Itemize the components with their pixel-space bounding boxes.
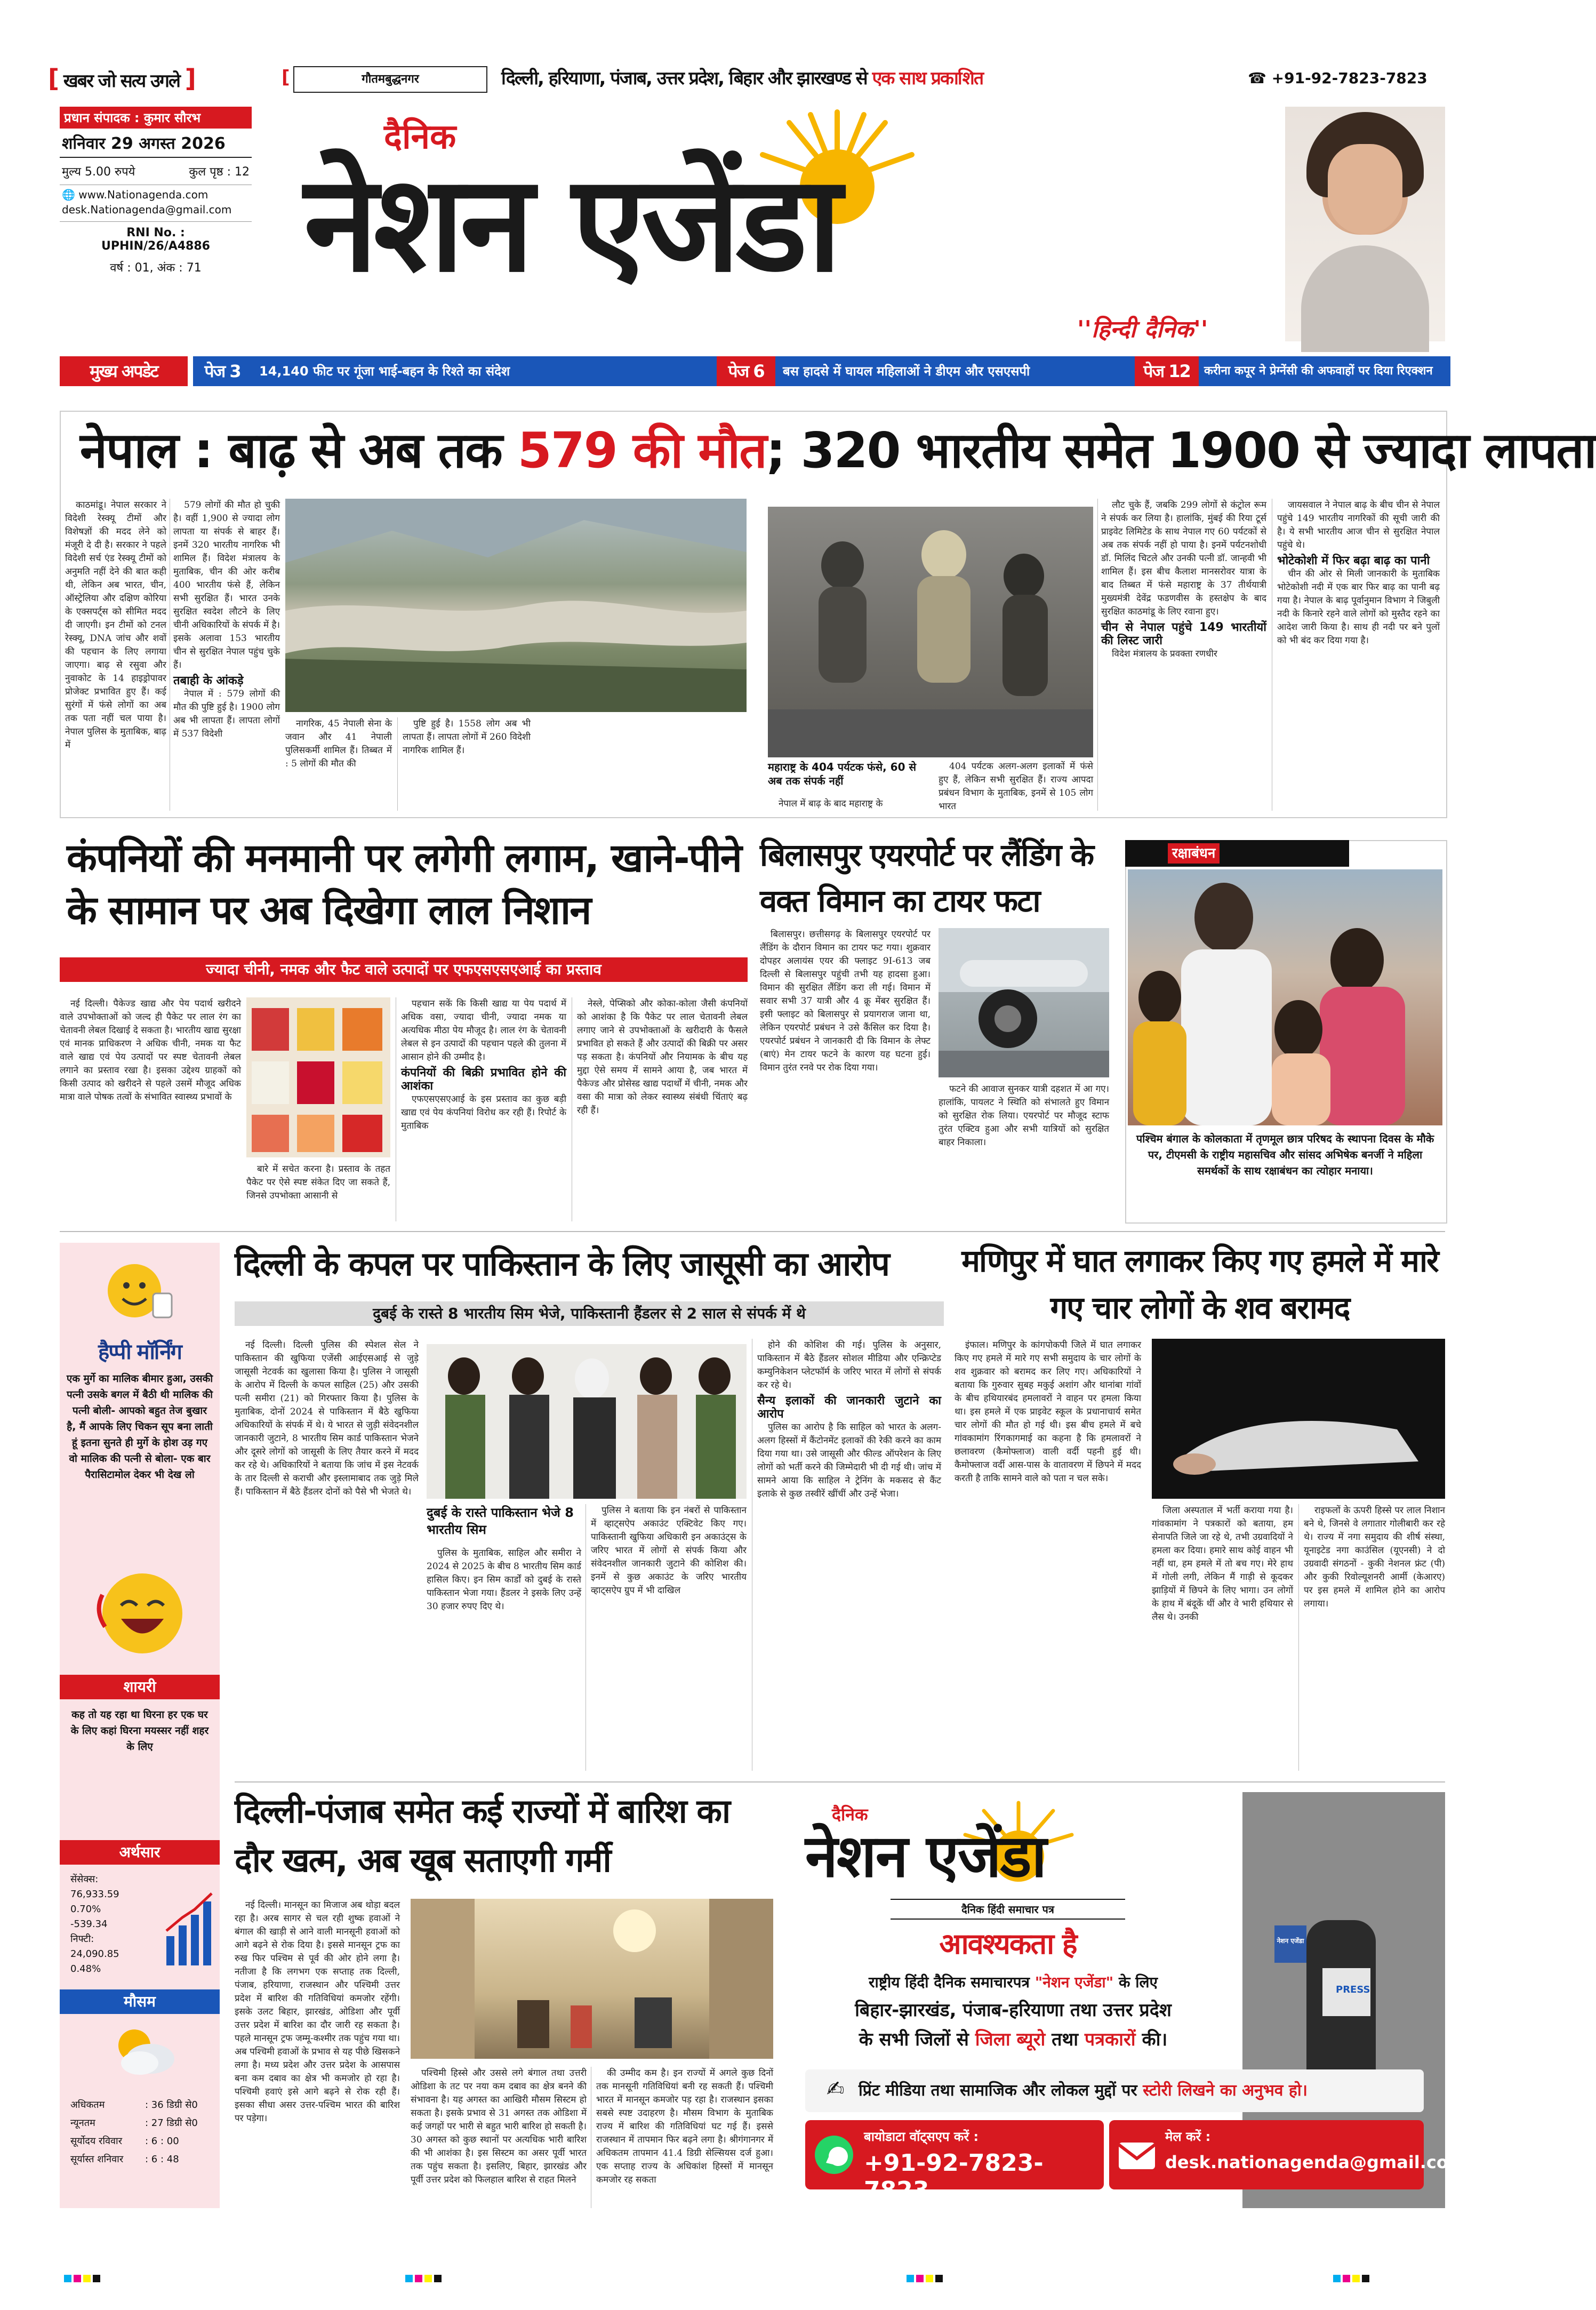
masthead-logo	[299, 101, 1290, 352]
lead-col-2: 579 लोगों की मौत हो चुकी है। वहीं 1,900 से ज्यादा लोग लापता या संपर्क से बाहर हैं। इनमें 320 भारतीय नागरिक भी शामिल हैं। विदेश मंत्रालय के मुताबिक, चीन की ओर करीब 400 भारतीय फंसे हैं, लेकिन सभी सुरक्षित हैं। भारत उनके सुरक्षित स्वदेश लौटने के लिए चीनी अधिकारियों के संपर्क में है। इसके अलावा 153 भारतीय चीन से सुरक्षित नेपाल पहुंच चुके हैं। तबाही के आंकड़े नेपाल में : 579 लोगों की मौत की पुष्टि हुई है। 1900 लोग अब भी लापता हैं। लापता लोगों में 537 विदेशी	[173, 500, 280, 739]
ad-experience-bar	[805, 2069, 1424, 2112]
smiley-coffee-icon	[102, 1253, 177, 1328]
spy-headline: दिल्ली के कपल पर पाकिस्तान के लिए जासूसी का आरोप	[235, 1244, 889, 1283]
ad-small-title: दैनिक	[832, 1804, 868, 1825]
fssai-strap: ज्यादा चीनी, नमक और फैट वाले उत्पादों पर एफएसएसएआई का प्रस्ताव	[60, 957, 748, 982]
rain-col-3: की उम्मीद कम है। इन राज्यों में अगले कुछ दिनों तक मानसूनी गतिविधियां बनी रह सकती हैं। पश्चिमी भारत में मानसून कमजोर पड़ रहा है। राजस्थान इसका सबसे स्पष्ट उदाहरण है। मौसम विभाग के मुताबिक राज्य में बारिश की गतिविधियां घट गई हैं। इससे राजस्थान में तापमान फिर बढ़ने लगा है। श्रीगंगानगर में अधिकतम तापमान 41.4 डिग्री सेल्सियस दर्ज हुआ। एक सप्ताह राज्य के अधिकांश हिस्सों में मानसून कमजोर रह सकता	[596, 2068, 773, 2185]
spy-col-4: होने की कोशिश की गई। पुलिस के अनुसार, पाकिस्तान में बैठे हैंडलर सोशल मीडिया और एन्क्रिप्टेड कम्युनिकेशन प्लेटफॉर्म के जरिए भारत में लोगों से संपर्क कर रहे थे। सैन्य इलाकों की जानकारी जुटाने का आरोप पुलिस का आरोप है कि साहिल को भारत के अलग-अलग हिस्सों में कैंटोनमेंट इलाकों की रेकी करने का काम दिया गया था। उसे जासूसी और फील्ड ऑपरेशन के लिए लोगों को भर्ती करने की जिम्मेदारी भी दी गई थी। जांच में सामने आया कि साहिल ने ट्रेनिंग के मकसद से कैंट इलाके से कुछ तस्वीरें खींचीं और उन्हें भेजा।	[757, 1340, 941, 1499]
editor: प्रधान संपादक : कुमार सौरभ	[60, 107, 252, 129]
volume: वर्ष : 01, अंक : 71	[110, 261, 202, 275]
newspaper-title: नेशन एजेंडा	[304, 146, 838, 301]
rain-headline: दिल्ली-पंजाब समेत कई राज्यों में बारिश का दौर खत्म, अब खूब सताएगी गर्मी	[235, 1792, 730, 1880]
price: मुल्य 5.00 रुपये	[62, 165, 135, 179]
arrested-couple-photo	[427, 1344, 747, 1499]
laughing-emoji-icon	[97, 1568, 188, 1659]
lead-subhead-1: तबाही के आंकड़े	[173, 674, 244, 688]
phone-number: +91-92-7823-7823	[1271, 69, 1427, 87]
grocery-shelf-photo	[246, 997, 390, 1157]
flood-photo	[285, 499, 747, 712]
lead-subhead-2: चीन से नेपाल पहुंचे 149 भारतीयों की लिस्ट जारी	[1101, 621, 1266, 648]
plane-tyre-photo	[939, 928, 1109, 1077]
ticker-item[interactable]: करीना कपूर ने प्रेग्नेंसी की अफवाहों पर दिया रिएक्शन	[1199, 356, 1450, 386]
ticker-label: मुख्य अपडेट	[60, 356, 188, 386]
ad-need: आवश्यकता है	[939, 1927, 1077, 1961]
email-address[interactable]: desk.nationagenda@gmail.com	[1165, 2152, 1466, 2172]
website: www.Nationagenda.com	[78, 188, 208, 201]
ticker-page[interactable]: पेज 6	[717, 356, 775, 386]
arthsar-title: अर्थसार	[60, 1840, 220, 1865]
lead-col-4: पुष्टि हुई है। 1558 लोग अब भी लापता हैं। लापता लोगों में 260 विदेशी नागरिक शामिल हैं।	[403, 718, 531, 756]
district: गौतमबुद्धनगर	[362, 73, 419, 86]
lead-col-6: लौट चुके हैं, जबकि 299 लोगों से कंट्रोल रूम ने संपर्क कर लिया है। हालांकि, मुंबई की रिया टूर्स प्राइवेट लिमिटेड के साथ नेपाल गए 60 पर्यटकों से अब तक संपर्क नहीं हो पाया है। इनमें पर्यटनशोधी डॉ. मिलिंद चिटले और उनकी पत्नी डॉ. जान्हवी भी शामिल हैं। इस बीच कैलाश मानसरोवर यात्रा के बाद तिब्बत में फंसे महाराष्ट्र के 37 तीर्थयात्री मुख्यमंत्री देवेंद्र फडणवीस के हस्तक्षेप के बाद सुरक्षित काठमांडू के लिए रवाना हुए। चीन से नेपाल पहुंचे 149 भारतीयों की लिस्ट जारी विदेश मंत्रालय के प्रवक्ता रणधीर	[1101, 500, 1266, 659]
lead-col-7: जायसवाल ने नेपाल बाढ़ के बीच चीन से नेपाल पहुंचे 149 भारतीय नागरिकों की सूची जारी की है। ये सभी भारतीय आज चीन से सुरक्षित नेपाल पहुंचे थे। भोटेकोशी में फिर बढ़ा बाढ़ का पानी चीन की ओर से मिली जानकारी के मुताबिक भोटेकोशी नदी में एक बार फिर बाढ़ का पानी बढ़ गया है। नेपाल के बाढ़ पूर्वानुमान विभाग ने जिबुली नदी के किनारे रहने वाले लोगों को मुस्तैद रहने का आदेश जारी किया है। साथ ही नदी पर बने पुलों को भी बंद कर दिया गया है।	[1277, 500, 1440, 646]
page-count: कुल पृष्ठ : 12	[189, 165, 250, 179]
press-label: PRESS	[1336, 1984, 1370, 1995]
ad-line-3: के सभी जिलों से जिला ब्यूरो तथा पत्रकारों की।	[859, 2029, 1168, 2050]
registration-mark	[405, 2275, 442, 2282]
registration-mark	[907, 2275, 943, 2282]
whatsapp-box[interactable]	[805, 2120, 1104, 2204]
lead-col-1: काठमांडू। नेपाल सरकार ने विदेशी रेस्क्यू टीमों और विशेषज्ञों की मदद लेने को मंजूरी दे दी है। सरकार ने पहले विदेशी सर्च एंड रेस्क्यू टीमों को अनुमति नहीं देने की बात कही थी, लेकिन अब भारत, चीन, ऑस्ट्रेलिया और दक्षिण कोरिया के एक्सपर्ट्स को सीमित मदद दी जाएगी। इन टीमों को टनल रेस्क्यू, DNA जांच और शवों की पहचान के लिए लगाया जाएगा। बाढ़ से रसुवा और नुवाकोट के 14 हाइड्रोपावर प्रोजेक्ट प्रभावित हुए हैं। कई सुरंगों में फंसे लोगों का अब तक पता नहीं चल पाया है। नेपाल पुलिस के मुताबिक, बाढ़ में	[65, 500, 166, 750]
fssai-subhead: कंपनियों की बिक्री प्रभावित होने की आशंका	[401, 1066, 566, 1093]
bilaspur-col-1: बिलासपुर। छत्तीसगढ़ के बिलासपुर एयरपोर्ट पर लैंडिंग के दौरान विमान का टायर फट गया। शुक्रवार दोपहर अलायंस एयर की फ्लाइट 9I-613 जब दिल्ली से बिलासपुर पहुंची तभी यह हादसा हुआ। विमान की सुरक्षित लैंडिंग करा ली गई। विमान में सवार सभी 37 यात्री और 4 क्रू मेंबर सुरक्षित हैं। इसी फ्लाइट को बिलासपुर से प्रयागराज जाना था, लेकिन एयरपोर्ट प्रबंधन ने उसे कैंसिल कर दिया है। एयरपोर्ट प्रबंधन ने जानकारी दी कि विमान के लेफ्ट (बाएं) मेन टायर फटने के कारण यह घटना हुई। विमान तुरंत रनवे पर रोक दिया गया।	[760, 929, 931, 1073]
rescue-photo-caption: महाराष्ट्र के 404 पर्यटक फंसे, 60 से अब तक संपर्क नहीं	[768, 761, 916, 787]
small-title: दैनिक	[384, 117, 456, 157]
gmail-icon	[1117, 2135, 1157, 2176]
bilaspur-headline: बिलासपुर एयरपोर्ट पर लैंडिंग के वक्त विमान का टायर फटा	[760, 837, 1094, 919]
ticker-page[interactable]: पेज 3	[193, 356, 252, 386]
rakhi-label: रक्षाबंधन	[1125, 840, 1349, 867]
manipur-col-1: इंफाल। मणिपुर के कांगपोकपी जिले में घात लगाकर किए गए हमले में मारे गए सभी समुदाय के चार लोगों के शव शुक्रवार को बरामद कर लिए गए। अधिकारियों ने बताया कि गुरुवार सुबह मकुई अशांग और थानांबा गांवों के बीच हथियारबंद हमलावरों ने वाहन पर हमला किया था। इस हमले में एक प्राइवेट स्कूल के प्रधानाचार्य समेत चार लोगों की मौत हो गई थी। इस बीच हमले में बचे गांवकामांग रिंगकागमाई का कहना है कि हमलावरों ने छलावरण (कैमोफ्लाज) वाली वर्दी पहनी हुई थी। कैमोफ्लाज वर्दी आस-पास के वातावरण में छिपने में मदद करती है ताकि सामने वाले को पता न चल सके।	[955, 1340, 1141, 1484]
ticker-item[interactable]: 14,140 फीट पर गूंजा भाई-बहन के रिश्ते का संदेश	[252, 356, 718, 386]
website-line	[60, 185, 252, 201]
happy-morning-title: हैप्पी मॉर्निंग	[98, 1340, 181, 1364]
bilaspur-photo-caption: फटने की आवाज सुनकर यात्री दहशत में आ गए। हालांकि, पायलट ने स्थिति को संभालते हुए विमान को सुरक्षित रोक लिया। एयरपोर्ट पर मौजूद स्टाफ तुरंत एक्टिव हुआ और सभी यात्रियों को सुरक्षित बाहर निकाला।	[939, 1084, 1109, 1148]
manipur-col-2: जिला अस्पताल में भर्ती कराया गया है। गांवकामांग ने पत्रकारों को बताया, हम सेनापति जिले जा रहे थे, तभी उग्रवादियों ने हमला कर दिया। हमारे साथ कोई वाहन भी नहीं था, हम हमले में तो बच गए। मेरे हाथ में गोली लगी, लेकिन मैं गाड़ी से कूदकर झाड़ियों में छिपने के लिए भागा। उन लोगों के हाथ में बंदूकें थीं और वे भारी हथियार से लैस थे। उनकी	[1152, 1505, 1293, 1622]
states-line	[501, 63, 1301, 94]
ad-line-1: राष्ट्रीय हिंदी दैनिक समाचारपत्र "नेशन एजेंडा" के लिए	[869, 1973, 1158, 1991]
writing-hand-icon: ✍	[827, 2077, 845, 2101]
manipur-col-3: राइफलों के ऊपरी हिस्से पर लाल निशान बने थे, जिनसे वे लगातार गोलीबारी कर रहे थे। राज्य में नगा समुदाय की शीर्ष संस्था, यूनाइटेड नगा काउंसिल (यूएनसी) ने दो उग्रवादी संगठनों - कुकी नेशनल फ्रंट (पी) और कुकी रिवोल्यूशनरी आर्मी (केआरए) पर इस हमले में शामिल होने का आरोप लगाया।	[1304, 1505, 1445, 1609]
fssai-col-4: नेस्ले, पेप्सिको और कोका-कोला जैसी कंपनियों को आशंका है कि पैकेट पर लाल चेतावनी लेबल लगाए जाने से उपभोक्ताओं के खरीदारी के फैसले प्रभावित हो सकते हैं और उत्पादों की बिक्री पर असर पड़ सकता है। कंपनियों और नियामक के बीच यह मुद्दा ऐसे समय में सामने आया है, जब भारत में पैकेज्ड और प्रोसेस्ड खाद्य पदार्थों में चीनी, नमक और वसा की मात्रा को लेकर स्वास्थ्य संबंधी चिंताएं बढ़ रही हैं।	[577, 998, 748, 1116]
spy-col-2: पुलिस के मुताबिक, साहिल और समीरा ने 2024 से 2025 के बीच 8 भारतीय सिम कार्ड हासिल किए। इन सिम कार्डों को दुबई के रास्ते पाकिस्तान भेजा गया। हैंडलर ने इसके लिए उन्हें 30 हजार रुपए दिए थे।	[427, 1548, 581, 1612]
shayari-text: कह तो यह रहा था घिरना हर एक घर के लिए कहां घिरना मयस्सर नहीं शहर के लिए	[70, 1709, 209, 1753]
ad-experience: प्रिंट मीडिया तथा सामाजिक और लोकल मुद्दों पर स्टोरी लिखने का अनुभव हो।	[859, 2081, 1308, 2100]
email-label: मेल करें :	[1165, 2129, 1211, 2144]
whatsapp-label: बायोडाटा वॉट्सएप करें :	[864, 2129, 979, 2144]
email: desk.Nationagenda@gmail.com	[60, 201, 252, 222]
fssai-photo-caption: बारे में सचेत करना है। प्रस्ताव के तहत पैकेट पर ऐसे स्पष्ट संकेत दिए जा सकते हैं, जिनसे उपभोक्ता आसानी से	[246, 1164, 390, 1201]
states-highlight: एक साथ प्रकाशित	[872, 68, 983, 89]
rni-label: RNI No. :	[126, 226, 185, 239]
rakhi-photo	[1128, 869, 1442, 1125]
email-box[interactable]	[1109, 2120, 1466, 2189]
spy-photo-caption: दुबई के रास्ते पाकिस्तान भेजे 8 भारतीय सिम	[427, 1505, 574, 1537]
ad-line-2: बिहार-झारखंड, पंजाब-हरियाणा तथा उत्तर प्रदेश	[855, 2000, 1172, 2021]
lead-subhead-3: भोटेकोशी में फिर बढ़ा बाढ़ का पानी	[1277, 554, 1430, 567]
masthead-info	[60, 107, 252, 341]
lead-headline: नेपाल : बाढ़ से अब तक 579 की मौत; 320 भारतीय समेत 1900 से ज्यादा लापता	[80, 422, 1596, 479]
lead-col-3: नागरिक, 45 नेपाली सेना के जवान और 41 नेपाली पुलिसकर्मी शामिल हैं। तिब्बत में : 5 लोगों की मौत की	[285, 718, 392, 769]
market-chart-icon	[164, 1888, 214, 1968]
celebrity-photo	[1285, 107, 1445, 341]
manipur-headline: मणिपुर में घात लगाकर किए गए हमले में मारे गए चार लोगों के शव बरामद	[961, 1243, 1438, 1326]
phone-box	[1248, 63, 1445, 94]
lead-col-5: 404 पर्यटक अलग-अलग इलाकों में फंसे हुए हैं, लेकिन सभी सुरक्षित हैं। राज्य आपदा प्रबंधन विभाग के मुताबिक, इनमें से 105 लोग भारत	[939, 761, 1093, 812]
hot-street-photo	[411, 1899, 773, 2059]
registration-mark	[64, 2275, 100, 2282]
district-box: [ गौतमबुद्धनगर	[293, 66, 487, 93]
whatsapp-icon	[813, 2133, 855, 2176]
shayari-title: शायरी	[60, 1675, 220, 1699]
weather-icon	[108, 2021, 177, 2080]
weather-data: अधिकतम : 36 डिग्री से0 न्यूनतम : 27 डिग्री से0 सूर्योदय रविवार : 6 : 00 सूर्यास्त शनिवार : 6 : 48	[70, 2099, 198, 2165]
tagline: खबर जो सत्य उगले	[63, 70, 180, 92]
joke-text: एक मुर्गे का मालिक बीमार हुआ, उसकी पत्नी उसके बगल में बैठी थी मालिक की पत्नी बोली- आपको बहुत तेज बुखार है, मैं आपके लिए चिकन सूप बना लाती हूं इतना सुनते ही मुर्गे के होश उड़ गए वो मालिक की पत्नी से बोला- एक बार पैरासिटामोल देकर भी देख लो	[66, 1373, 213, 1481]
whatsapp-number[interactable]: +91-92-7823-7823	[864, 2149, 1044, 2204]
weather-title: मौसम	[60, 1989, 220, 2014]
phone-icon: ☎	[1248, 69, 1266, 87]
tagline-box: [ खबर जो सत्य उगले ]	[48, 64, 195, 93]
recruitment-ad	[784, 1792, 1466, 2208]
fssai-col-1: नई दिल्ली। पैकेज्ड खाद्य और पेय पदार्थ खरीदने वाले उपभोक्ताओं को जल्द ही पैकेट पर लाल रंग का चेतावनी लेबल दिखाई दे सकता है। भारतीय खाद्य सुरक्षा एवं मानक प्राधिकरण ने अधिक चीनी, नमक या फैट वाले खाद्य एवं पेय उत्पादों पर स्पष्ट चेतावनी लेबल लगाने का प्रस्ताव रखा है। इसका उद्देश्य ग्राहकों को किसी उत्पाद को खरीदने से पहले उसमें मौजूद अधिक मात्रा वाले पोषक तत्वों के संभावित स्वास्थ्य प्रभावों के	[60, 998, 241, 1102]
spy-col-3: पुलिस ने बताया कि इन नंबरों से पाकिस्तान में व्हाट्सऐप अकाउंट एक्टिवेट किए गए। पाकिस्तानी खुफिया अधिकारी इन अकाउंट्स के जरिए भारत में लोगों से संपर्क किया और संवेदनशील जानकारी जुटाने की कोशिश की। इनमें से कुछ अकाउंट के जरिए भारतीय व्हाट्सऐप ग्रुप में भी दाखिल	[591, 1505, 747, 1596]
spy-subhead: सैन्य इलाकों की जानकारी जुटाने का आरोप	[757, 1394, 941, 1421]
ticker-page[interactable]: पेज 12	[1135, 356, 1199, 386]
fssai-col-3: पहचान सकें कि किसी खाद्य या पेय पदार्थ में अधिक वसा, ज्यादा चीनी, ज्यादा नमक या अत्यधिक मीठा पेय मौजूद है। लाल रंग के चेतावनी लेबल से इन उत्पादों की पहचान पहले की तुलना में आसान होने की उम्मीद है। कंपनियों की बिक्री प्रभावित होने की आशंका एफएसएसएआई के इस प्रस्ताव का कुछ बड़ी खाद्य एवं पेय कंपनियां विरोध कर रही हैं। रिपोर्ट के मुताबिक	[401, 998, 566, 1131]
registration-mark	[1333, 2275, 1369, 2282]
spy-strap: दुबई के रास्ते 8 भारतीय सिम भेजे, पाकिस्तानी हैंडलर से 2 साल से संपर्क में थे	[235, 1301, 944, 1326]
lead-col-5b: नेपाल में बाढ़ के बाद महाराष्ट्र के	[779, 798, 883, 809]
top-bar	[48, 63, 1445, 94]
rain-col-2: पश्चिमी हिस्से और उससे लगे बंगाल तथा उत्तरी ओडिशा के तट पर नया कम दबाव का क्षेत्र बनने की संभावना है। यह अगस्त का आखिरी मौसम सिस्टम हो सकता है। इसके प्रभाव से 31 अगस्त तक ओडिशा में कई जगहों पर भारी से बहुत भारी बारिश हो सकती है। 30 अगस्त को कुछ स्थानों पर अत्यधिक भारी बारिश की भी आशंका है। इस सिस्टम का असर पूर्वी भारत तक पहुंच सकता है। इसलिए, बिहार, झारखंड और पूर्वी उत्तर प्रदेश को फिलहाल बारिश से राहत मिलने	[411, 2068, 587, 2185]
ticker-bar	[60, 356, 1445, 386]
globe-icon: 🌐	[62, 188, 75, 201]
rescue-photo	[768, 507, 1093, 757]
fssai-headline: कंपनियों की मनमानी पर लगेगी लगाम, खाने-पीने के सामान पर अब दिखेगा लाल निशान	[67, 835, 741, 933]
market-data: सेंसेक्स: 76,933.59 0.70% -539.34 निफ्टी: 24,090.85 0.48%	[70, 1874, 119, 1975]
mic-label: नेशन एजेंडा	[1277, 1937, 1304, 1945]
newspaper-subtitle: ''हिन्दी दैनिक''	[1077, 316, 1208, 343]
covered-body-photo	[1152, 1339, 1445, 1499]
left-sidebar	[60, 1243, 220, 2208]
rni-number: UPHIN/26/A4886	[101, 239, 210, 253]
ad-tagline: दैनिक हिंदी समाचार पत्र	[891, 1899, 1125, 1920]
rakhi-caption: पश्चिम बंगाल के कोलकाता में तृणमूल छात्र परिषद के स्थापना दिवस के मौके पर, टीएमसी के राष्ट्रीय महासचिव और सांसद अभिषेक बनर्जी ने महिला समर्थकों के साथ रक्षाबंधन का त्योहार मनाया।	[1136, 1132, 1434, 1177]
issue-date: शनिवार 29 अगस्त 2026	[60, 129, 252, 158]
ad-title: नेशन एजेंडा	[805, 1822, 1046, 1890]
rain-col-1: नई दिल्ली। मानसून का मिजाज अब थोड़ा बदल रहा है। अरब सागर से चल रही शुष्क हवाओं ने बंगाल की खाड़ी से आने वाली मानसूनी हवाओं को आगे बढ़ने से रोक दिया है। इससे मानसून ट्रफ का रुख फिर पश्चिम से पूर्व की ओर होने लगा है। नतीजा है कि लगभग एक सप्ताह तक दिल्ली, पंजाब, हरियाणा, राजस्थान और पश्चिमी उत्तर प्रदेश में बारिश की गतिविधियां कमजोर रहेंगी। इसके उलट बिहार, झारखंड, ओडिशा और पूर्वी उत्तर प्रदेश में बारिश का दौर जारी रह सकता है। पहले मानसून ट्रफ जम्मू-कश्मीर तक पहुंच गया था। अब पश्चिमी हवाओं के प्रभाव से यह पीछे खिसकने लगा है। मध्य प्रदेश और उत्तर प्रदेश के आसपास बना कम दबाव का क्षेत्र भी कमजोर हो रहा है। पश्चिमी हवाएं इसे आगे बढ़ने से रोक रही हैं। इसका सीधा असर उत्तर-पश्चिम भारत की बारिश पर पड़ेगा।	[235, 1900, 400, 2124]
ticker-item[interactable]: बस हादसे में घायल महिलाओं ने डीएम और एसएसपी	[775, 356, 1135, 386]
spy-col-1: नई दिल्ली। दिल्ली पुलिस की स्पेशल सेल ने पाकिस्तान की खुफिया एजेंसी आईएसआई से जुड़े जासूसी नेटवर्क का खुलासा किया है। पुलिस ने जासूसी के आरोप में दिल्ली के कपल साहिल (25) और उसकी पत्नी समीरा (21) को गिरफ्तार किया है। पुलिस के मुताबिक, दोनों 2024 से पाकिस्तान में बैठे खुफिया अधिकारियों के संपर्क में थे। ये भारत से जुड़ी संवेदनशील जानकारी जुटाने, 8 भारतीय सिम कार्ड पाकिस्तान भेजने और दूसरे लोगों को जासूसी के लिए तैयार करने में मदद कर रहे थे। अधिकारियों ने बताया कि जांच में इस नेटवर्क के तार दिल्ली से कराची और इस्लामाबाद तक जुड़े मिले हैं। पाकिस्तान में बैठे हैंडलर दोनों को पैसे भी भेजते थे।	[235, 1340, 419, 1497]
states-prefix: दिल्ली, हरियाणा, पंजाब, उत्तर प्रदेश, बिहार और झारखण्ड से	[501, 68, 867, 89]
